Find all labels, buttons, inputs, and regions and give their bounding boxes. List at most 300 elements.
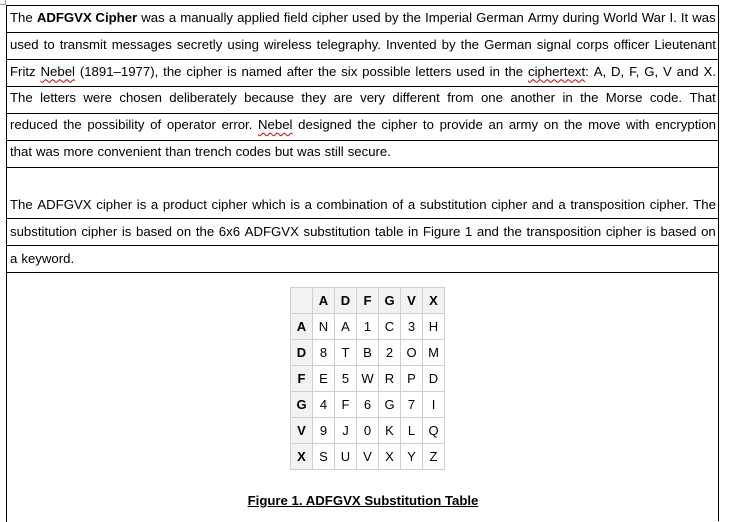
word xyxy=(655,112,716,139)
table-cell: K xyxy=(379,418,401,444)
word xyxy=(360,85,385,112)
word-text: during xyxy=(562,10,600,25)
word-text: code. xyxy=(649,90,683,106)
word-text: Morse xyxy=(605,90,643,106)
word xyxy=(563,5,600,32)
table-cell: E xyxy=(313,366,335,392)
line-rule xyxy=(7,140,719,141)
word xyxy=(381,112,417,139)
word-text: Lieutenant xyxy=(654,36,716,52)
text-line xyxy=(10,112,716,139)
table-cell: T xyxy=(335,340,357,366)
word-text: one xyxy=(480,90,503,106)
table-cell: U xyxy=(335,444,357,470)
word-text: Figure xyxy=(422,223,461,239)
table-header-row xyxy=(291,288,445,314)
word-text: error. xyxy=(221,117,253,133)
word-text: G, xyxy=(644,63,659,79)
word-text: encryption xyxy=(655,117,716,133)
word xyxy=(646,219,656,246)
text-line xyxy=(10,219,716,246)
word-text: they xyxy=(301,90,327,106)
table-cell: Y xyxy=(401,444,423,470)
word xyxy=(63,112,81,139)
word xyxy=(661,219,697,246)
word xyxy=(403,5,421,32)
word xyxy=(580,85,598,112)
word xyxy=(654,32,716,59)
word xyxy=(41,59,75,86)
word-text: based xyxy=(136,223,172,239)
word xyxy=(375,219,404,246)
document-page xyxy=(6,5,719,522)
word xyxy=(392,192,403,219)
word xyxy=(87,112,144,139)
word-text: operator xyxy=(166,117,216,133)
word xyxy=(423,112,434,139)
word xyxy=(681,5,688,32)
word xyxy=(150,112,161,139)
word-text: from xyxy=(447,90,474,106)
table-cell: A xyxy=(335,314,357,340)
text-line xyxy=(10,5,716,32)
word-text: in xyxy=(408,223,419,239)
text-line xyxy=(10,192,716,219)
word-text: of xyxy=(150,117,162,133)
line-rule xyxy=(7,59,719,60)
word-text: Army xyxy=(527,10,559,25)
word-text: is xyxy=(227,63,237,79)
word-text: The xyxy=(10,197,33,212)
word-text: than xyxy=(165,143,191,159)
word xyxy=(10,59,36,86)
word xyxy=(461,32,479,59)
table-cell: 7 xyxy=(401,392,423,418)
word xyxy=(36,139,59,166)
word-text: cipher xyxy=(381,117,418,133)
word xyxy=(287,59,313,86)
word xyxy=(669,5,676,32)
word-text: the xyxy=(564,117,583,133)
word-text: to xyxy=(422,117,434,133)
word-text: and xyxy=(676,63,699,79)
word-text: different xyxy=(392,90,440,106)
word xyxy=(558,192,565,219)
word xyxy=(626,112,649,139)
word xyxy=(237,5,280,32)
word-text: because xyxy=(244,90,294,106)
word xyxy=(151,192,158,219)
word-text: were xyxy=(83,90,112,106)
table-cell: S xyxy=(313,444,335,470)
word xyxy=(425,5,472,32)
column-header: A xyxy=(313,288,335,314)
spellcheck-flagged-word: ciphertext xyxy=(527,63,586,79)
word xyxy=(341,59,357,86)
text-line xyxy=(10,59,716,86)
word-text: wireless xyxy=(263,36,312,52)
word xyxy=(141,5,164,32)
word-text: used xyxy=(10,36,39,52)
word-text: X. xyxy=(703,63,716,79)
row-header: G xyxy=(291,392,313,418)
word-text: messages xyxy=(111,36,172,52)
word-tail: : xyxy=(585,63,589,79)
table-cell: C xyxy=(379,314,401,340)
table-cell: R xyxy=(379,366,401,392)
word xyxy=(629,59,639,86)
word-text: trench xyxy=(194,143,232,159)
word-text: possibility xyxy=(87,117,145,133)
word-text: using xyxy=(227,36,259,52)
word xyxy=(594,59,606,86)
word xyxy=(227,59,237,86)
word xyxy=(167,112,216,139)
column-header: X xyxy=(423,288,445,314)
word-text: manually xyxy=(180,10,234,25)
word-text: substitution xyxy=(419,197,487,212)
word xyxy=(325,139,344,166)
word-text: of xyxy=(392,197,404,212)
word xyxy=(290,192,300,219)
word-text: cipher xyxy=(186,63,223,79)
line-rule xyxy=(7,167,719,168)
word-text: codes xyxy=(235,143,271,159)
table-cell: J xyxy=(335,418,357,444)
column-header: D xyxy=(335,288,357,314)
word-text: and xyxy=(531,197,554,212)
word-text: move xyxy=(588,117,621,133)
word-text: are xyxy=(333,90,353,106)
text-line xyxy=(10,85,716,112)
word xyxy=(258,112,292,139)
word-text: used xyxy=(456,63,485,79)
table-cell: Q xyxy=(423,418,445,444)
word xyxy=(491,192,527,219)
word-text: is xyxy=(136,197,147,212)
table-cell: Z xyxy=(423,444,445,470)
word-text: chosen xyxy=(119,90,162,106)
word-text: D, xyxy=(611,63,625,79)
word xyxy=(440,112,483,139)
word xyxy=(242,59,282,86)
table-cell: 8 xyxy=(313,340,335,366)
word-text: ADFGVX xyxy=(37,197,92,212)
word-text: named xyxy=(241,63,282,79)
word-text: the xyxy=(63,117,82,133)
word-text: is xyxy=(121,223,132,239)
word xyxy=(476,5,524,32)
figure-caption: Figure 1. ADFGVX Substitution Table xyxy=(247,493,479,508)
word xyxy=(137,192,147,219)
word-text: by xyxy=(384,10,399,25)
word-text: secretly xyxy=(176,36,223,52)
table-row xyxy=(291,314,445,340)
row-header: A xyxy=(291,314,313,340)
word xyxy=(481,85,503,112)
word xyxy=(420,192,487,219)
word xyxy=(318,59,336,86)
table-cell: O xyxy=(401,340,423,366)
word-text: cipher xyxy=(311,10,348,25)
word xyxy=(80,59,158,86)
word-text: cipher xyxy=(96,197,133,212)
word-text: transmit xyxy=(59,36,107,52)
column-header: V xyxy=(401,288,423,314)
table-cell: 4 xyxy=(313,392,335,418)
word-text: Fritz xyxy=(10,63,36,79)
word-text: deliberately xyxy=(169,90,237,106)
word xyxy=(195,139,232,166)
word-text: ADFGVX xyxy=(244,223,299,239)
word-text: signal xyxy=(536,36,572,52)
word-text: the xyxy=(163,63,182,79)
word-text: War xyxy=(641,10,666,25)
word xyxy=(606,85,643,112)
word xyxy=(275,139,293,166)
word xyxy=(297,139,320,166)
word xyxy=(477,219,499,246)
word xyxy=(10,5,33,32)
word-text: a xyxy=(558,197,566,212)
word-text: is xyxy=(646,223,656,239)
word xyxy=(44,32,55,59)
word-text: by xyxy=(441,36,456,52)
paragraph-adfgvx-structure xyxy=(10,192,716,272)
word-text: officer xyxy=(613,36,650,52)
table-cell: B xyxy=(357,340,379,366)
word xyxy=(408,192,415,219)
word-text: 6x6 xyxy=(218,223,241,239)
word xyxy=(252,192,286,219)
table-cell: H xyxy=(423,314,445,340)
table-cell: 0 xyxy=(357,418,379,444)
word xyxy=(177,32,222,59)
word xyxy=(96,192,132,219)
word xyxy=(163,192,207,219)
word-text: letters xyxy=(415,63,452,79)
word-text: cipher xyxy=(211,197,248,212)
word-text: a xyxy=(168,10,177,25)
word xyxy=(305,192,312,219)
table-cell: V xyxy=(357,444,379,470)
word-text: transposition xyxy=(526,223,602,239)
word-text: designed xyxy=(298,117,352,133)
word xyxy=(692,5,715,32)
word-text: cipher xyxy=(491,197,528,212)
word xyxy=(526,219,601,246)
word xyxy=(10,139,32,166)
word xyxy=(693,192,716,219)
word xyxy=(112,32,172,59)
line-rule xyxy=(7,32,719,33)
line-rule xyxy=(7,245,719,246)
word-text: which xyxy=(252,197,286,212)
word-text: table xyxy=(374,223,404,239)
word xyxy=(689,85,715,112)
word xyxy=(456,59,485,86)
table-cell: 5 xyxy=(335,366,357,392)
word-text: the xyxy=(402,10,422,25)
word xyxy=(489,112,504,139)
word xyxy=(37,5,137,32)
word xyxy=(304,219,371,246)
word-text: keyword. xyxy=(21,250,75,266)
word xyxy=(611,59,624,86)
column-header: F xyxy=(357,288,379,314)
text-line xyxy=(10,139,716,166)
word-text: after xyxy=(286,63,314,79)
word xyxy=(169,85,236,112)
word-text: on xyxy=(701,223,716,239)
spellcheck-flagged-word: Nebel xyxy=(258,117,293,133)
word-text: cipher xyxy=(605,223,642,239)
word xyxy=(442,32,456,59)
word xyxy=(415,59,451,86)
table-cell: P xyxy=(401,366,423,392)
word xyxy=(284,5,308,32)
word xyxy=(484,32,532,59)
word xyxy=(317,192,388,219)
word xyxy=(704,59,716,86)
word xyxy=(301,85,326,112)
word xyxy=(528,59,589,86)
word xyxy=(312,5,348,32)
word xyxy=(136,219,172,246)
word xyxy=(588,112,620,139)
word xyxy=(236,139,271,166)
row-header: X xyxy=(291,444,313,470)
word xyxy=(10,192,33,219)
line-rule xyxy=(7,86,719,87)
word xyxy=(650,85,682,112)
word-text: still xyxy=(324,143,344,159)
word-text: I. xyxy=(669,10,677,25)
word-text: another xyxy=(510,90,556,106)
word xyxy=(317,32,381,59)
word-text: World xyxy=(603,10,638,25)
word xyxy=(264,32,312,59)
word xyxy=(357,112,375,139)
table-row xyxy=(291,418,445,444)
word-text: very xyxy=(360,90,386,106)
word xyxy=(614,32,650,59)
word xyxy=(570,192,645,219)
word-text: a xyxy=(304,197,312,212)
word xyxy=(385,5,399,32)
word-text: the xyxy=(195,223,215,239)
table-cell: 9 xyxy=(313,418,335,444)
word-text: (1891–1977), xyxy=(79,63,159,79)
word-text: applied xyxy=(237,10,280,25)
word xyxy=(447,85,473,112)
word xyxy=(196,219,214,246)
word-text: army xyxy=(508,117,539,133)
word xyxy=(537,32,571,59)
word xyxy=(423,219,460,246)
column-header: G xyxy=(379,288,401,314)
word xyxy=(119,85,162,112)
table-cell: G xyxy=(379,392,401,418)
word-text: possible xyxy=(362,63,411,79)
word xyxy=(212,192,248,219)
table-row xyxy=(291,392,445,418)
table-cell: L xyxy=(401,418,423,444)
word xyxy=(10,32,39,59)
word-text: was xyxy=(36,143,60,159)
word-text: provide xyxy=(439,117,483,133)
word xyxy=(298,112,352,139)
word xyxy=(606,219,642,246)
word-text: telegraphy. xyxy=(316,36,381,52)
word xyxy=(642,5,666,32)
word-text: but xyxy=(274,143,294,159)
word xyxy=(10,219,77,246)
table-cell: D xyxy=(423,366,445,392)
word-text: substitution xyxy=(10,223,77,239)
word xyxy=(663,59,672,86)
word-text: and xyxy=(476,223,499,239)
text-line xyxy=(10,246,716,273)
word-text: on xyxy=(543,117,559,133)
word xyxy=(122,219,132,246)
word-text: to xyxy=(43,36,55,52)
line-rule xyxy=(7,113,719,114)
table-cell: 6 xyxy=(357,392,379,418)
word xyxy=(603,5,637,32)
word xyxy=(392,85,439,112)
word-text: substitution xyxy=(303,223,371,239)
word-text: Imperial xyxy=(425,10,473,25)
word-text: a xyxy=(150,197,159,212)
word xyxy=(386,32,437,59)
word xyxy=(352,5,381,32)
word-text: letters xyxy=(40,90,77,106)
word-text: reduced xyxy=(10,117,58,133)
word-text: on xyxy=(176,223,192,239)
word xyxy=(505,59,523,86)
word xyxy=(10,112,58,139)
word-text: German xyxy=(476,10,524,25)
word-text: ADFGVX Cipher xyxy=(36,10,138,25)
table-row xyxy=(291,444,445,470)
word xyxy=(10,246,17,273)
word-text: that xyxy=(10,143,32,159)
word-text: the xyxy=(503,223,522,239)
word xyxy=(701,219,716,246)
page-right-border xyxy=(718,5,719,521)
word xyxy=(163,59,181,86)
word xyxy=(83,85,112,112)
word-text: in xyxy=(562,90,573,106)
line-rule xyxy=(7,218,719,219)
word-text: in xyxy=(489,63,500,79)
word-text: a xyxy=(10,250,18,266)
word-text: secure. xyxy=(347,143,391,159)
word-text: The xyxy=(10,10,33,25)
word-text: the xyxy=(580,90,599,106)
word-text: That xyxy=(689,90,716,106)
word xyxy=(180,5,233,32)
row-header: V xyxy=(291,418,313,444)
word xyxy=(408,219,418,246)
word-text: It xyxy=(680,10,689,25)
word xyxy=(244,85,294,112)
word xyxy=(362,59,410,86)
word-text: six xyxy=(341,63,358,79)
table-row xyxy=(291,366,445,392)
table-row xyxy=(291,340,445,366)
